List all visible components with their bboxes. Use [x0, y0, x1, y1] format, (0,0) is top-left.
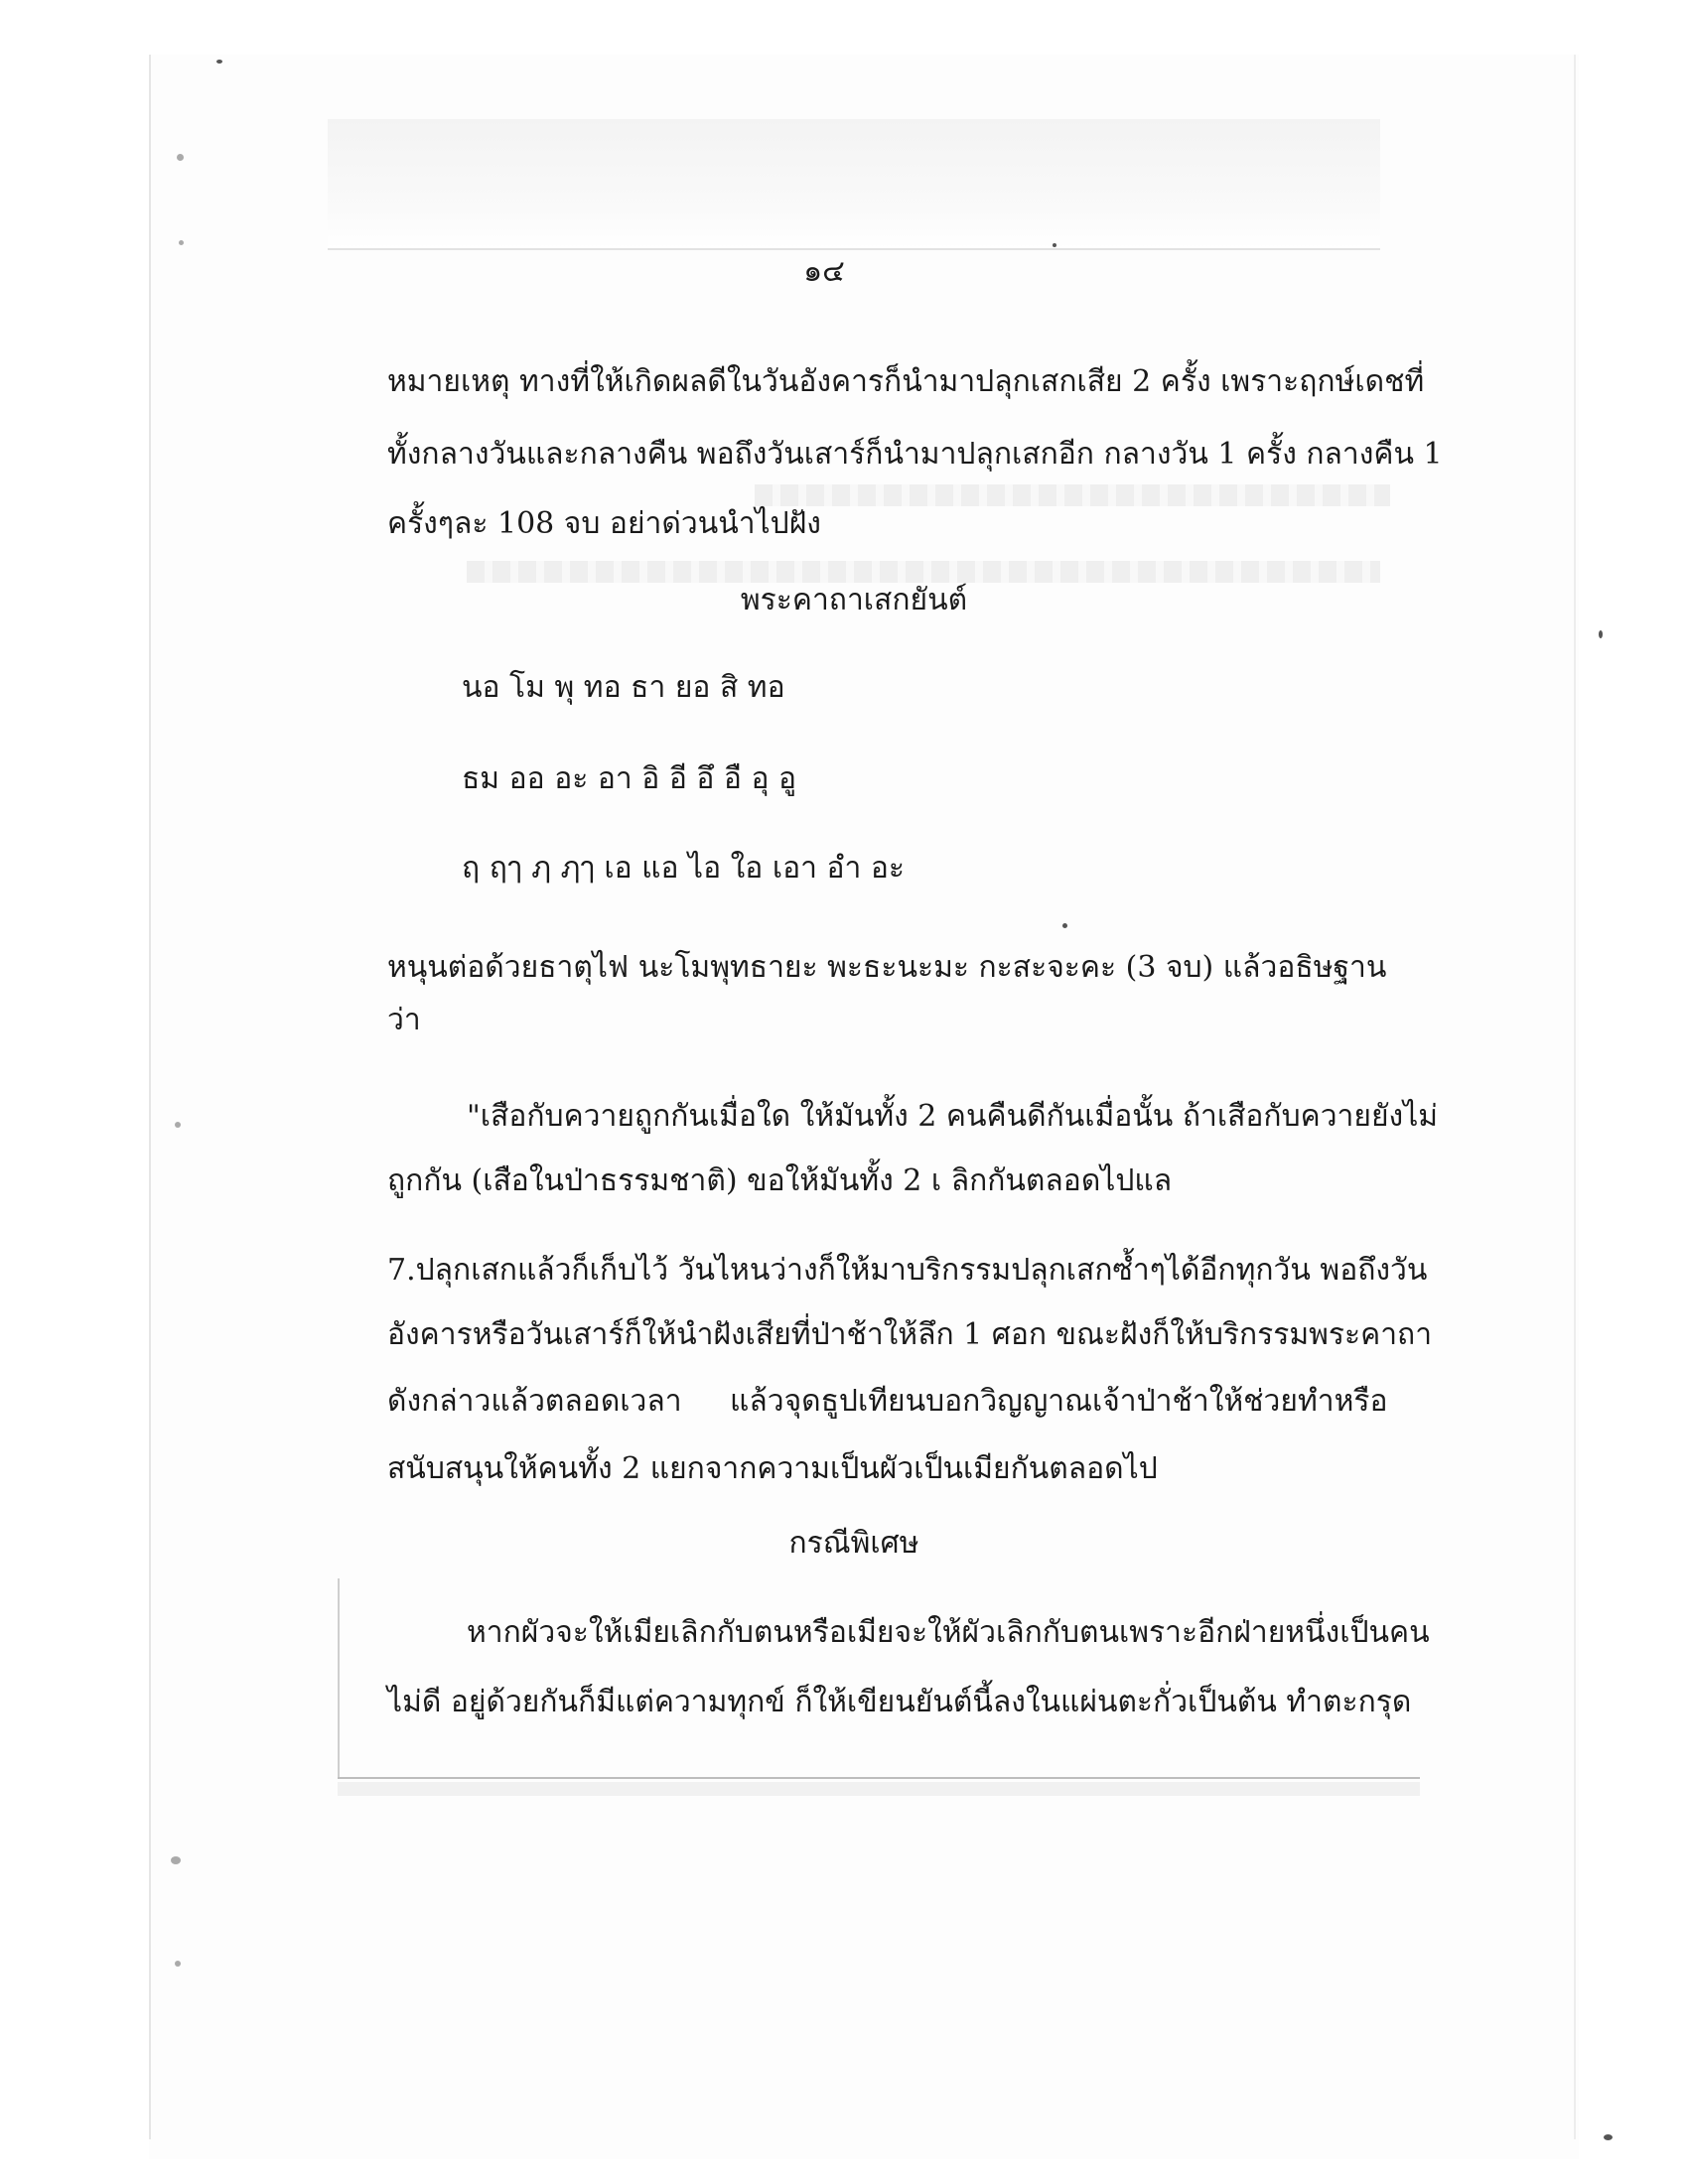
paragraph-line: ไม่ดี อยู่ด้วยกันก็มีแต่ความทุกข์ ก็ให้เขียนยันต์นี้ลงในแผ่นตะกั่วเป็นต้น ทำตะกรุด	[387, 1685, 1412, 1719]
text-frame-rule	[338, 1777, 1420, 1779]
section-heading: กรณีพิเศษ	[788, 1526, 919, 1561]
paragraph-line: ครั้งๆละ 108 จบ อย่าด่วนนำไปฝัง	[387, 506, 821, 541]
paragraph-line: ถูกกัน (เสือในป่าธรรมชาติ) ขอให้มันทั้ง 2 เ ลิกกันตลอดไปแล	[387, 1163, 1173, 1198]
scan-speck	[1604, 2134, 1613, 2140]
paragraph-line: หนุนต่อด้วยธาตุไฟ นะโมพุทธายะ พะธะนะมะ กะสะจะคะ (3 จบ) แล้วอธิษฐาน	[387, 950, 1387, 985]
scan-speck	[171, 1856, 181, 1864]
paragraph-line: อังคารหรือวันเสาร์ก็ให้นำฝังเสียที่ป่าช้าให้ลึก 1 ศอก ขณะฝังก็ให้บริกรรมพระคาถา	[387, 1317, 1433, 1352]
section-heading: พระคาถาเสกยันต์	[740, 583, 968, 617]
bleed-through-line	[755, 484, 1390, 506]
scan-speck	[1599, 630, 1603, 638]
paragraph-line: ว่า	[387, 1003, 421, 1037]
scan-speck	[175, 1961, 181, 1967]
scan-edge-right	[1574, 55, 1576, 2139]
text-frame	[338, 1578, 1422, 1777]
text-frame-shadow	[338, 1782, 1420, 1796]
paragraph-line: ทั้งกลางวันและกลางคืน พอถึงวันเสาร์ก็นำมาปลุกเสกอีก กลางวัน 1 ครั้ง กลางคืน 1	[387, 437, 1443, 472]
verse-line: ธม ออ อะ อา อิ อี อึ อื อุ อู	[462, 761, 797, 796]
paragraph-line: แล้วจุดธูปเทียนบอกวิญญาณเจ้าป่าช้าให้ช่วยทำหรือ	[730, 1384, 1388, 1419]
paragraph-line: สนับสนุนให้คนทั้ง 2 แยกจากความเป็นผัวเป็นเมียกันตลอดไป	[387, 1451, 1158, 1486]
verse-line: นอ โม พุ ทอ ธา ยอ สิ ทอ	[462, 670, 785, 705]
paragraph-line: "เสือกับควายถูกกันเมื่อใด ให้มันทั้ง 2 คนคืนดีกันเมื่อนั้น ถ้าเสือกับควายยังไม่	[467, 1099, 1439, 1134]
scan-shadow-band	[328, 119, 1380, 248]
scan-speck	[1062, 923, 1067, 928]
scan-speck	[1053, 243, 1056, 247]
scan-speck	[216, 60, 222, 64]
verse-line: ฤ ฤๅ ฦ ฦๅ เอ แอ ไอ ใอ เอา อำ อะ	[462, 851, 906, 886]
paragraph-line: ดังกล่าวแล้วตลอดเวลา	[387, 1384, 682, 1419]
scan-speck	[175, 1122, 181, 1128]
scan-speck	[179, 240, 184, 245]
paragraph-line: 7.ปลุกเสกแล้วก็เก็บไว้ วันไหนว่างก็ให้มาบริกรรมปลุกเสกซ้ำๆได้อีกทุกวัน พอถึงวัน	[387, 1253, 1428, 1288]
scan-speck	[177, 154, 184, 161]
scan-edge-left	[149, 55, 151, 2139]
bleed-through-line	[467, 561, 1380, 583]
page-number: ๑๔	[803, 254, 845, 289]
paragraph-line: หมายเหตุ ทางที่ให้เกิดผลดีในวันอังคารก็นำมาปลุกเสกเสีย 2 ครั้ง เพราะฤกษ์เดชที่	[387, 364, 1425, 399]
paragraph-line: หากผัวจะให้เมียเลิกกับตนหรือเมียจะให้ผัวเลิกกับตนเพราะอีกฝ่ายหนึ่งเป็นคน	[467, 1615, 1430, 1650]
